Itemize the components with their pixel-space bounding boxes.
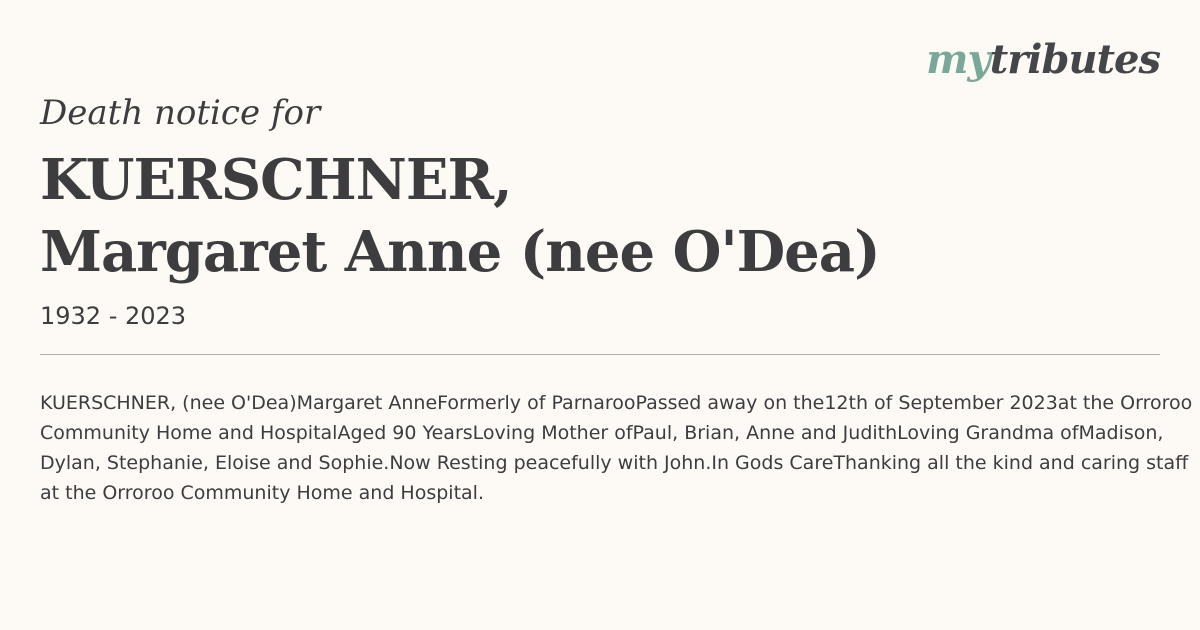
logo-my: my — [926, 36, 990, 83]
deceased-surname: KUERSCHNER, — [40, 147, 512, 213]
notice-header — [40, 90, 1160, 332]
deceased-given-names: Margaret Anne (nee O'Dea) — [40, 219, 880, 285]
notice-body: KUERSCHNER, (nee O'Dea)Margaret AnneFormerly of ParnarooPassed away on the12th of September 2023at the Orroroo Community Home and HospitalAged 90 YearsLoving Mother ofPaul, Brian, Anne and JudithLoving Grandma ofMadison, Dylan, Stephanie, Eloise and Sophie.Now Resting peacefully with John.In Gods CareThanking all the kind and caring staff at the Orroroo Community Home and Hospital. — [40, 392, 1193, 504]
logo-tributes: tributes — [989, 36, 1160, 83]
deceased-name — [40, 144, 1160, 288]
life-years: 1932 - 2023 — [40, 302, 187, 330]
notice-subtitle: Death notice for — [40, 93, 321, 133]
mytributes-logo — [926, 36, 1160, 84]
section-divider — [40, 354, 1160, 355]
